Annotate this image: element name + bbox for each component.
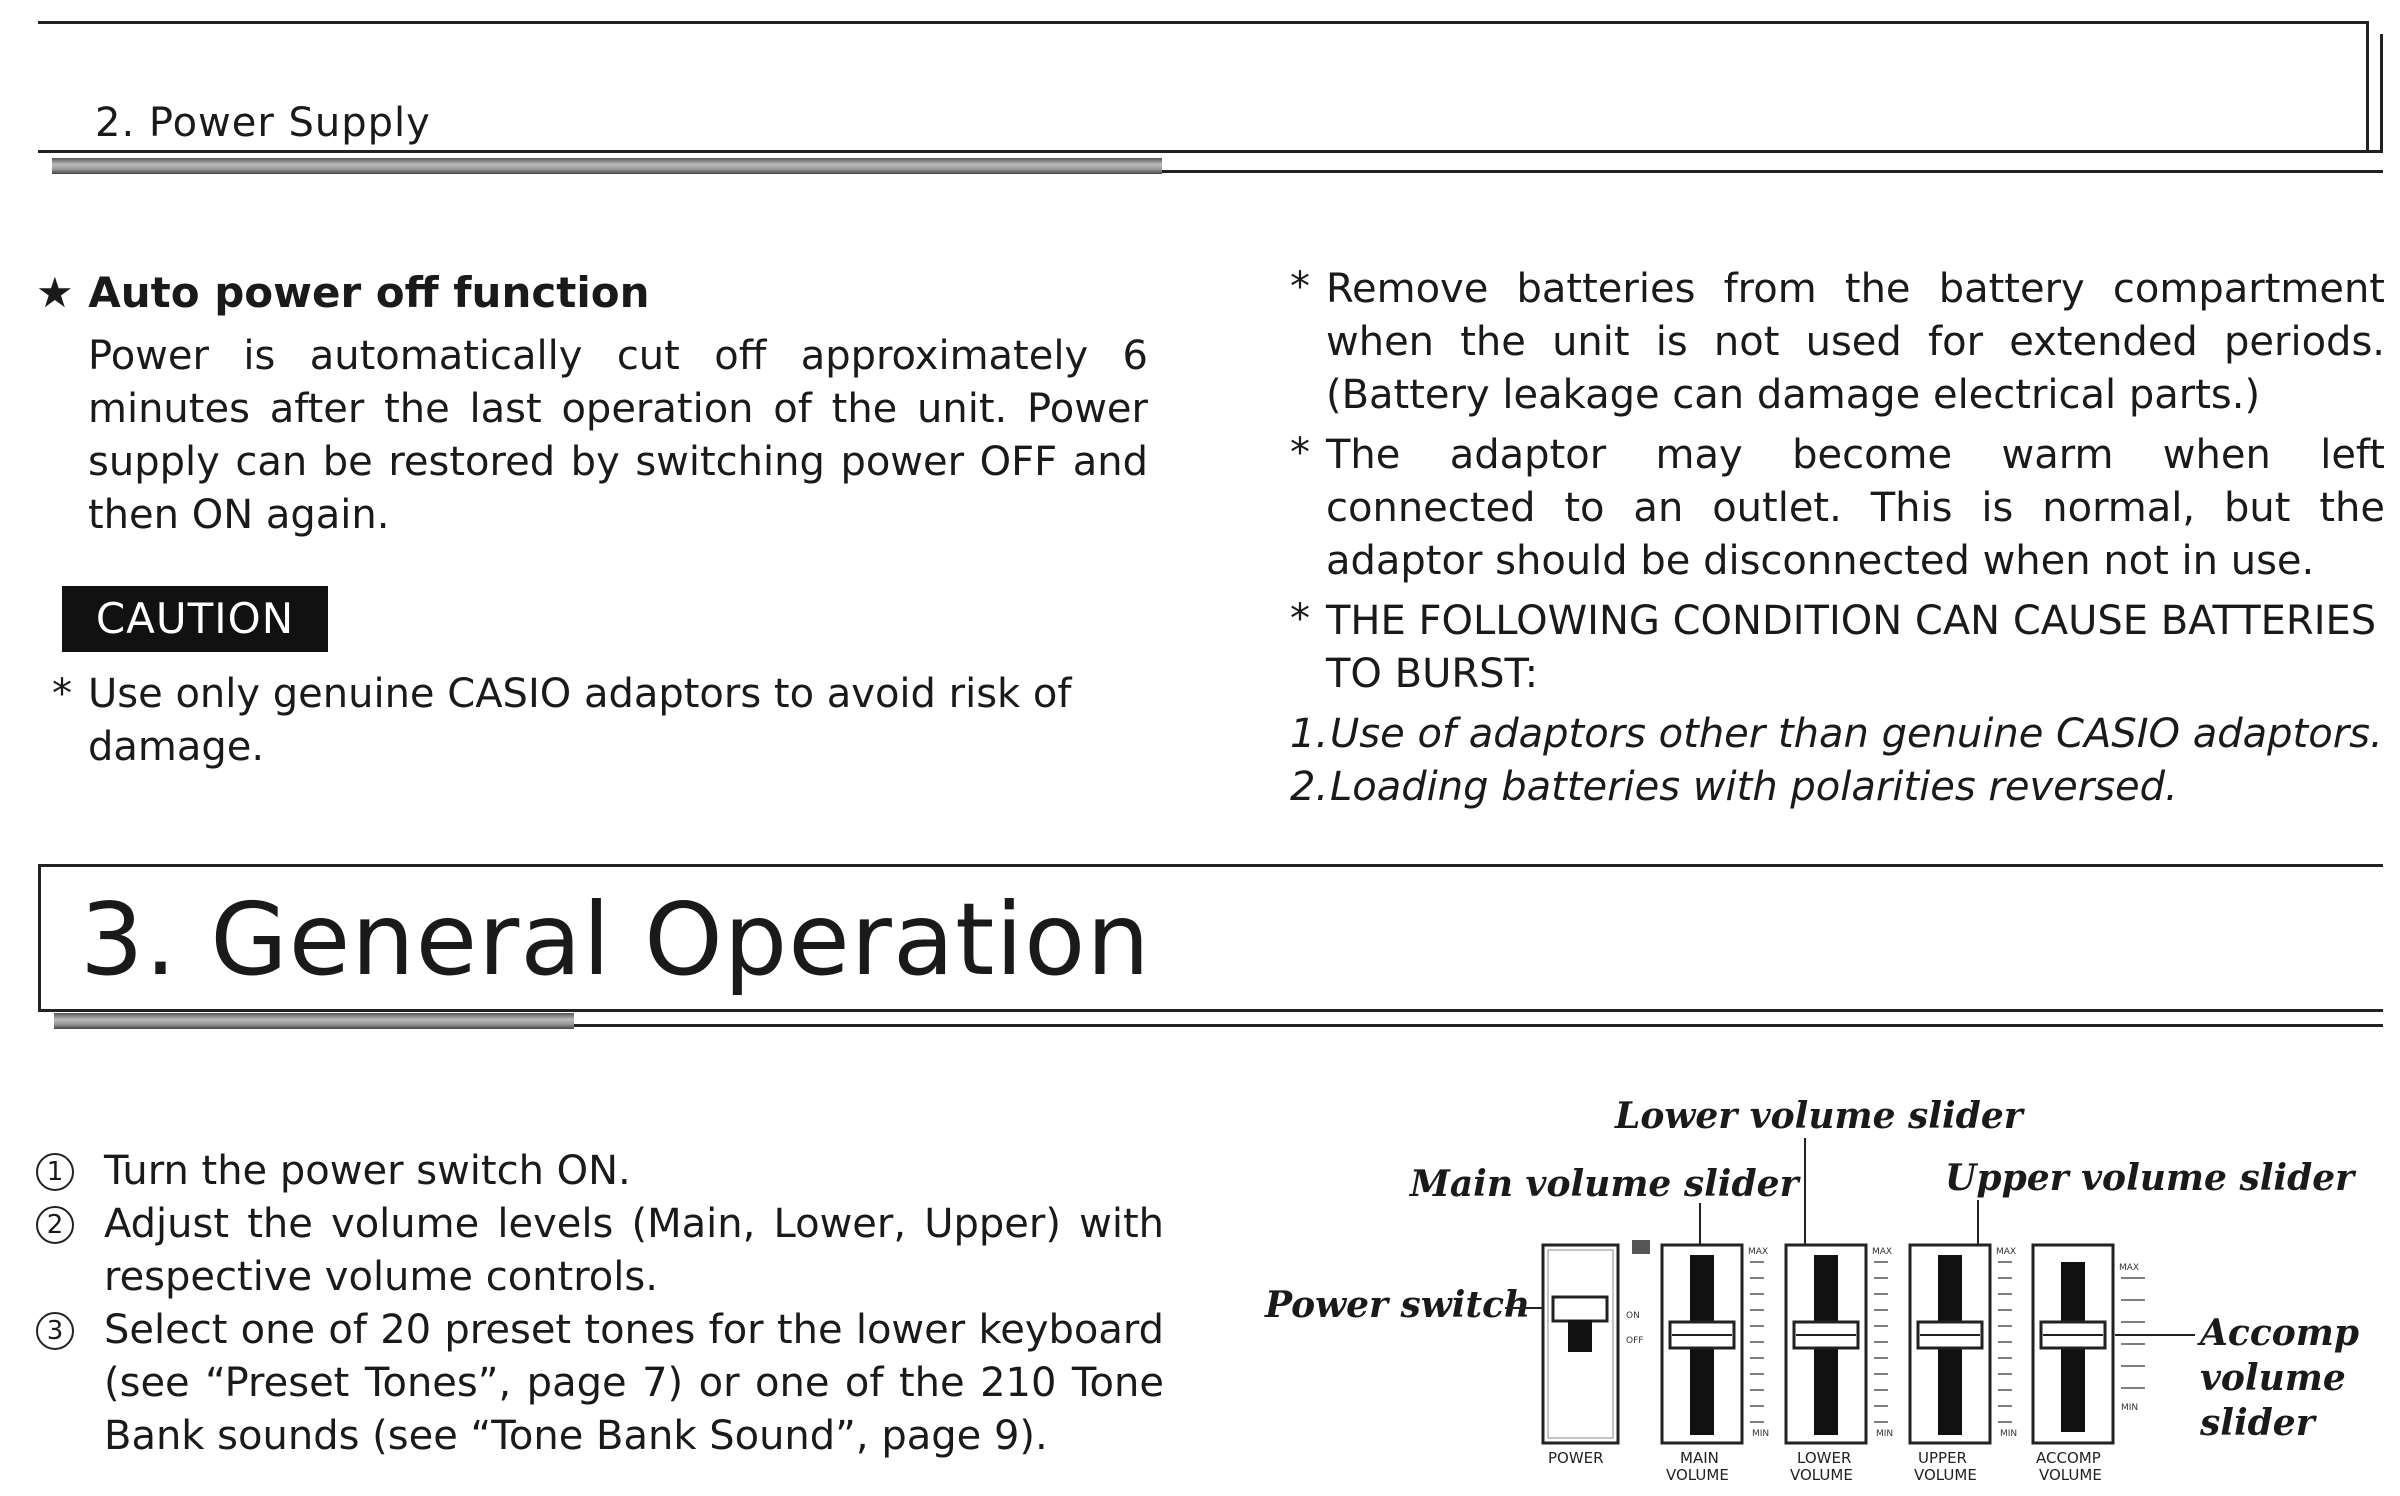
caution-note xyxy=(52,668,1148,774)
asterisk-bullet: * xyxy=(1290,264,1310,310)
svg-text:VOLUME: VOLUME xyxy=(1790,1466,1853,1484)
asterisk-bullet: * xyxy=(1290,596,1310,642)
label-main-volume-slider: Main volume slider xyxy=(1410,1163,1799,1205)
svg-text:MAX: MAX xyxy=(1996,1247,2017,1257)
label-lower-volume-slider: Lower volume slider xyxy=(1615,1095,2023,1137)
step-text: Turn the power switch ON. xyxy=(104,1148,631,1194)
svg-text:MAIN: MAIN xyxy=(1680,1449,1719,1467)
auto-power-body: Power is automatically cut off approximately 6 minutes after the last operation of the unit. Power supply can be restored by switching power OFF and then ON again. xyxy=(88,333,1148,538)
note-text: THE FOLLOWING CONDITION CAN CAUSE BATTERIES TO BURST: xyxy=(1326,598,2377,697)
label-accomp-1: Accomp xyxy=(2200,1312,2360,1354)
label-upper-volume-slider: Upper volume slider xyxy=(1945,1157,2355,1199)
lower-volume-slider xyxy=(1786,1245,1893,1484)
header-rule-right-outer xyxy=(2380,34,2383,151)
svg-text:MIN: MIN xyxy=(1752,1429,1770,1439)
step-number-badge: 2 xyxy=(36,1206,74,1244)
list-number: 1. xyxy=(1290,711,1329,757)
step-number-badge: 3 xyxy=(36,1312,74,1350)
section3-shade-bar xyxy=(54,1013,574,1029)
svg-text:MAX: MAX xyxy=(1748,1247,1769,1257)
label-accomp-2: volume xyxy=(2200,1357,2346,1399)
note-text: The adaptor may become warm when left connected to an outlet. This is normal, but the adaptor should be disconnected when not in use. xyxy=(1326,432,2385,584)
label-power-switch: Power switch xyxy=(1265,1284,1531,1326)
auto-power-heading xyxy=(36,268,649,317)
burst-condition-item xyxy=(1290,708,2385,761)
right-column-notes xyxy=(1290,263,2385,814)
asterisk-bullet: * xyxy=(52,671,72,717)
operation-steps xyxy=(36,1145,1164,1463)
step-item xyxy=(36,1304,1164,1463)
power-switch-module xyxy=(1543,1240,1650,1467)
svg-text:MAX: MAX xyxy=(2119,1263,2140,1273)
asterisk-bullet: * xyxy=(1290,430,1310,476)
header-rule-bottom-secondary xyxy=(1162,170,2383,173)
star-icon: ★ xyxy=(36,268,74,317)
burst-condition-item xyxy=(1290,761,2385,814)
step-text: Adjust the volume levels (Main, Lower, Upper) with respective volume controls. xyxy=(104,1201,1164,1300)
header-shade-bar xyxy=(52,158,1162,174)
step-item xyxy=(36,1145,1164,1198)
svg-text:MIN: MIN xyxy=(1876,1429,1894,1439)
label-off: OFF xyxy=(1626,1336,1644,1346)
note-item xyxy=(1290,595,2385,701)
svg-text:MIN: MIN xyxy=(2121,1403,2139,1413)
svg-text:VOLUME: VOLUME xyxy=(1666,1466,1729,1484)
section3-rule-bottom xyxy=(38,1009,2383,1012)
svg-text:VOLUME: VOLUME xyxy=(1914,1466,1977,1484)
section-header-label: 2. Power Supply xyxy=(95,100,431,146)
control-panel-diagram xyxy=(1230,1080,2400,1496)
header-rule-top xyxy=(38,21,2368,24)
step-text: Select one of 20 preset tones for the lower keyboard (see “Preset Tones”, page 7) or one of the 210 Tone Bank sounds (see “Tone Bank Sound”, page 9). xyxy=(104,1307,1164,1459)
svg-text:UPPER: UPPER xyxy=(1918,1449,1967,1467)
main-volume-slider xyxy=(1662,1245,1769,1484)
svg-text:VOLUME: VOLUME xyxy=(2039,1466,2102,1484)
section3-title: 3. General Operation xyxy=(80,881,1151,998)
caution-note-text: Use only genuine CASIO adaptors to avoid risk of damage. xyxy=(88,671,1072,770)
label-accomp-3: slider xyxy=(2200,1402,2315,1444)
header-rule-bottom xyxy=(38,150,2383,153)
svg-text:LOWER: LOWER xyxy=(1797,1449,1852,1467)
caution-badge: CAUTION xyxy=(62,586,328,652)
section3-rule-left xyxy=(38,864,41,1012)
burst-condition-text: Use of adaptors other than genuine CASIO adaptors. xyxy=(1330,711,2383,757)
label-on: ON xyxy=(1626,1311,1640,1321)
svg-text:ACCOMP: ACCOMP xyxy=(2036,1449,2101,1467)
note-item xyxy=(1290,263,2385,422)
step-item xyxy=(36,1198,1164,1304)
svg-text:MAX: MAX xyxy=(1872,1247,1893,1257)
upper-volume-slider xyxy=(1910,1245,2017,1484)
auto-power-title: Auto power off function xyxy=(88,268,650,317)
section3-rule-top xyxy=(38,864,2383,867)
note-item xyxy=(1290,429,2385,588)
accomp-volume-slider xyxy=(2033,1245,2145,1484)
list-number: 2. xyxy=(1290,764,1329,810)
step-number-badge: 1 xyxy=(36,1153,74,1191)
note-text: Remove batteries from the battery compartment when the unit is not used for extended periods. (Battery leakage can damage electrical parts.) xyxy=(1326,266,2385,418)
svg-text:MIN: MIN xyxy=(2000,1429,2018,1439)
section3-rule-bottom-secondary xyxy=(574,1024,2383,1027)
label-power: POWER xyxy=(1548,1449,1604,1467)
burst-condition-text: Loading batteries with polarities reversed. xyxy=(1330,764,2178,810)
header-rule-right xyxy=(2366,21,2369,151)
